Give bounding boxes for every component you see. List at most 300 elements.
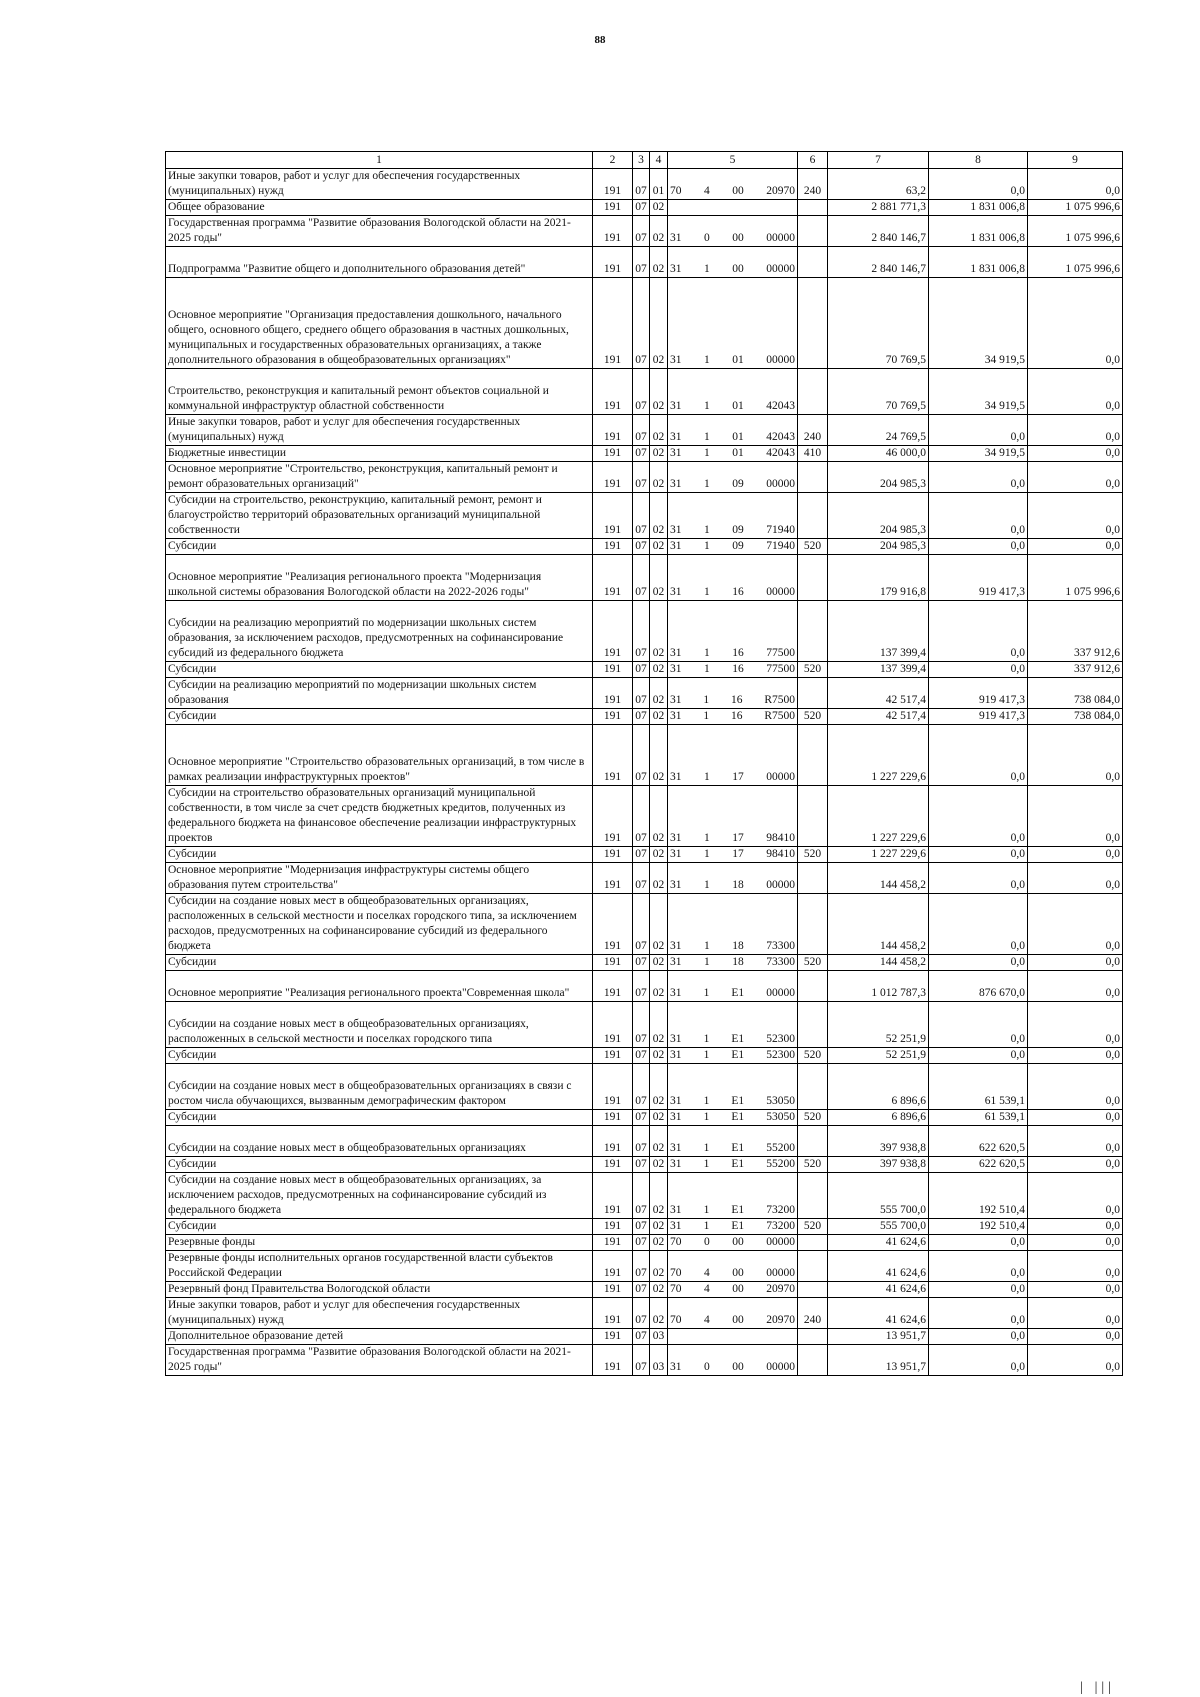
table-row [166, 446, 1123, 462]
amount-col9-cell: 0,0 [1028, 725, 1123, 786]
target-article-part: 70 [670, 1267, 682, 1279]
page-number: 88 [594, 34, 606, 46]
section-code-cell: 07 [633, 971, 650, 1002]
ministry-code-cell: 191 [593, 369, 633, 415]
subsection-code-cell: 02 [650, 216, 668, 247]
subsection-code-cell: 02 [650, 415, 668, 446]
expense-name-cell: Субсидии [166, 1048, 593, 1064]
target-article-part: 31 [670, 354, 682, 366]
amount-col7-cell: 63,2 [828, 169, 929, 200]
table-row [166, 1298, 1123, 1329]
expense-name-cell: Основное мероприятие "Строительство образовательных организаций, в том числе в рамках реализации инфраструктурных проектов" [166, 725, 593, 786]
ministry-code-cell: 191 [593, 169, 633, 200]
subsection-code-cell: 02 [650, 1173, 668, 1219]
target-article-part: 1 [703, 1033, 710, 1045]
target-article-cell [668, 863, 798, 894]
expense-name-cell: Субсидии [166, 847, 593, 863]
ministry-code-cell: 191 [593, 493, 633, 539]
target-article-part: 00 [732, 1236, 744, 1248]
section-code-cell: 07 [633, 1173, 650, 1219]
target-article-part: 00 [732, 1314, 744, 1326]
target-article-part: 4 [704, 1314, 710, 1326]
expense-type-cell [798, 462, 828, 493]
target-article-part: 00000 [766, 232, 795, 244]
section-code-cell: 07 [633, 1048, 650, 1064]
target-article-cell [668, 278, 798, 369]
ministry-code-cell: 191 [593, 971, 633, 1002]
target-article-part: 1 [703, 1095, 710, 1107]
section-code-cell: 07 [633, 725, 650, 786]
target-article-cell [668, 1298, 798, 1329]
amount-col8-cell: 61 539,1 [929, 1064, 1028, 1110]
ministry-code-cell: 191 [593, 847, 633, 863]
expense-type-cell [798, 1329, 828, 1345]
ministry-code-cell: 191 [593, 863, 633, 894]
subsection-code-cell: 02 [650, 1110, 668, 1126]
amount-col7-cell: 2 881 771,3 [828, 200, 929, 216]
ministry-code-cell: 191 [593, 247, 633, 278]
amount-col9-cell: 0,0 [1028, 369, 1123, 415]
expense-type-cell: 240 [798, 169, 828, 200]
target-article-part: 31 [670, 1220, 682, 1232]
amount-col9-cell: 0,0 [1028, 1173, 1123, 1219]
target-article-part: 31 [670, 478, 682, 490]
expense-type-cell [798, 1282, 828, 1298]
amount-col9-cell: 337 912,6 [1028, 601, 1123, 662]
table-row [166, 955, 1123, 971]
section-code-cell: 07 [633, 1235, 650, 1251]
section-code-cell: 07 [633, 1126, 650, 1157]
expense-name-cell: Субсидии [166, 1157, 593, 1173]
section-code-cell: 07 [633, 369, 650, 415]
section-code-cell: 07 [633, 894, 650, 955]
amount-col8-cell: 0,0 [929, 1235, 1028, 1251]
target-article-part: 70 [670, 1314, 682, 1326]
target-article-part: 77500 [766, 663, 795, 675]
target-article-cell [668, 725, 798, 786]
expense-type-cell: 240 [798, 1298, 828, 1329]
amount-col9-cell: 0,0 [1028, 1329, 1123, 1345]
ministry-code-cell: 191 [593, 278, 633, 369]
expense-type-cell [798, 678, 828, 709]
target-article-part: 17 [732, 848, 744, 860]
amount-col9-cell: 1 075 996,6 [1028, 247, 1123, 278]
amount-col9-cell: 0,0 [1028, 971, 1123, 1002]
target-article-part: 1 [704, 940, 710, 952]
target-article-part: 31 [670, 647, 682, 659]
amount-col8-cell: 0,0 [929, 1251, 1028, 1282]
target-article-part: E1 [731, 1049, 745, 1061]
amount-col8-cell: 622 620,5 [929, 1157, 1028, 1173]
expense-type-cell [798, 1235, 828, 1251]
table-row [166, 247, 1123, 278]
target-article-part: 00 [732, 263, 744, 275]
expense-name-cell: Субсидии на строительство образовательных организаций муниципальной собственности, в том числе за счет средств бюджетных кредитов, полученных из федерального бюджета на финансовое обеспечение реализации инфраструктурных проектов [166, 786, 593, 847]
target-article-part: 55200 [766, 1158, 795, 1170]
target-article-cell [668, 1110, 798, 1126]
section-code-cell: 07 [633, 709, 650, 725]
amount-col7-cell: 144 458,2 [828, 894, 929, 955]
target-article-part: 31 [670, 586, 682, 598]
target-article-part: 0 [704, 232, 710, 244]
table-row [166, 1251, 1123, 1282]
target-article-part: 1 [703, 1158, 710, 1170]
target-article-cell [668, 555, 798, 601]
subsection-code-cell: 02 [650, 1064, 668, 1110]
target-article-part: 31 [670, 1158, 682, 1170]
section-code-cell: 07 [633, 462, 650, 493]
target-article-part: 31 [670, 848, 682, 860]
target-article-part: 31 [670, 1361, 682, 1373]
table-row [166, 863, 1123, 894]
target-article-part: 16 [732, 663, 744, 675]
target-article-part: 4 [704, 1283, 710, 1295]
section-code-cell: 07 [633, 678, 650, 709]
expense-name-cell: Субсидии на создание новых мест в общеобразовательных организациях, за исключением расходов, предусмотренных на софинансирование субсидий из федерального бюджета [166, 1173, 593, 1219]
amount-col9-cell: 0,0 [1028, 955, 1123, 971]
target-article-part: 1 [704, 431, 710, 443]
amount-col9-cell: 0,0 [1028, 863, 1123, 894]
amount-col9-cell: 0,0 [1028, 1298, 1123, 1329]
target-article-part: 55200 [766, 1142, 795, 1154]
ministry-code-cell: 191 [593, 1110, 633, 1126]
expense-type-cell [798, 1064, 828, 1110]
section-code-cell: 07 [633, 415, 650, 446]
ministry-code-cell: 191 [593, 725, 633, 786]
amount-col9-cell: 738 084,0 [1028, 709, 1123, 725]
target-article-cell [668, 971, 798, 1002]
table-row [166, 555, 1123, 601]
target-article-cell [668, 1219, 798, 1235]
target-article-part: 70 [670, 1236, 682, 1248]
target-article-part: 1 [703, 1111, 710, 1123]
section-code-cell: 07 [633, 863, 650, 894]
ministry-code-cell: 191 [593, 894, 633, 955]
target-article-part: 16 [730, 710, 743, 722]
subsection-code-cell: 03 [650, 1329, 668, 1345]
ministry-code-cell: 191 [593, 1173, 633, 1219]
target-article-part: 1 [703, 710, 710, 722]
section-code-cell: 07 [633, 1110, 650, 1126]
expense-name-cell: Основное мероприятие "Модернизация инфраструктуры системы общего образования путем строительства" [166, 863, 593, 894]
column-header: 5 [668, 152, 798, 169]
ministry-code-cell: 191 [593, 1064, 633, 1110]
section-code-cell: 07 [633, 1219, 650, 1235]
amount-col7-cell: 1 227 229,6 [828, 786, 929, 847]
table-row [166, 200, 1123, 216]
table-row [166, 894, 1123, 955]
expense-type-cell: 520 [798, 1219, 828, 1235]
expense-type-cell [798, 200, 828, 216]
expense-type-cell [798, 278, 828, 369]
expense-type-cell: 410 [798, 446, 828, 462]
expense-type-cell [798, 863, 828, 894]
target-article-part: 18 [732, 940, 744, 952]
subsection-code-cell: 02 [650, 971, 668, 1002]
target-article-part: 1 [704, 263, 710, 275]
ministry-code-cell: 191 [593, 1251, 633, 1282]
table-row [166, 725, 1123, 786]
target-article-cell [668, 446, 798, 462]
target-article-part: 73300 [766, 940, 795, 952]
amount-col7-cell: 6 896,6 [828, 1064, 929, 1110]
ministry-code-cell: 191 [593, 1329, 633, 1345]
amount-col9-cell: 0,0 [1028, 539, 1123, 555]
section-code-cell: 07 [633, 1157, 650, 1173]
target-article-part: 1 [704, 832, 710, 844]
expense-type-cell [798, 894, 828, 955]
table-row [166, 415, 1123, 446]
table-row [166, 601, 1123, 662]
subsection-code-cell: 01 [650, 169, 668, 200]
expense-type-cell [798, 493, 828, 539]
target-article-part: E1 [731, 987, 745, 999]
section-code-cell: 07 [633, 200, 650, 216]
ministry-code-cell: 191 [593, 539, 633, 555]
target-article-part: 31 [670, 524, 682, 536]
target-article-part: 73200 [766, 1220, 795, 1232]
amount-col7-cell: 179 916,8 [828, 555, 929, 601]
amount-col8-cell: 0,0 [929, 169, 1028, 200]
expense-name-cell: Субсидии на реализацию мероприятий по модернизации школьных систем образования [166, 678, 593, 709]
column-header: 1 [166, 152, 593, 169]
amount-col7-cell: 70 769,5 [828, 278, 929, 369]
amount-col7-cell: 1 012 787,3 [828, 971, 929, 1002]
target-article-part: 1 [704, 879, 710, 891]
ministry-code-cell: 191 [593, 1298, 633, 1329]
amount-col8-cell: 0,0 [929, 1298, 1028, 1329]
table-row [166, 1126, 1123, 1157]
target-article-part: 31 [670, 987, 682, 999]
amount-col9-cell: 0,0 [1028, 1345, 1123, 1376]
ministry-code-cell: 191 [593, 662, 633, 678]
subsection-code-cell: 02 [650, 1219, 668, 1235]
amount-col8-cell: 0,0 [929, 1282, 1028, 1298]
target-article-part: E1 [731, 1220, 745, 1232]
section-code-cell: 07 [633, 786, 650, 847]
subsection-code-cell: 02 [650, 1157, 668, 1173]
table-row [166, 1157, 1123, 1173]
target-article-part: 1 [703, 1204, 710, 1216]
amount-col7-cell: 204 985,3 [828, 539, 929, 555]
target-article-part: 77500 [766, 647, 795, 659]
target-article-part: 00000 [766, 478, 795, 490]
expense-name-cell: Иные закупки товаров, работ и услуг для обеспечения государственных (муниципальных) нужд [166, 1298, 593, 1329]
expense-name-cell: Субсидии [166, 1219, 593, 1235]
expense-type-cell [798, 971, 828, 1002]
expense-name-cell: Иные закупки товаров, работ и услуг для обеспечения государственных (муниципальных) нужд [166, 169, 593, 200]
target-article-part: 1 [703, 1142, 710, 1154]
subsection-code-cell: 02 [650, 1235, 668, 1251]
amount-col7-cell: 13 951,7 [828, 1329, 929, 1345]
target-article-cell [668, 1251, 798, 1282]
section-code-cell: 07 [633, 1282, 650, 1298]
target-article-cell [668, 247, 798, 278]
amount-col7-cell: 41 624,6 [828, 1282, 929, 1298]
amount-col7-cell: 52 251,9 [828, 1048, 929, 1064]
ministry-code-cell: 191 [593, 601, 633, 662]
target-article-cell [668, 1157, 798, 1173]
target-article-part: 52300 [766, 1049, 795, 1061]
amount-col8-cell: 919 417,3 [929, 555, 1028, 601]
target-article-part: 00 [732, 1283, 744, 1295]
expense-name-cell: Основное мероприятие "Организация предоставления дошкольного, начального общего, основного общего, среднего общего образования в частных дошкольных, муниципальных и государственных образовательных организациях, а также дополнительного образования в общеобразовательных организациях" [166, 278, 593, 369]
amount-col7-cell: 144 458,2 [828, 955, 929, 971]
target-article-part: 31 [670, 263, 682, 275]
target-article-cell [668, 1126, 798, 1157]
amount-col9-cell: 0,0 [1028, 493, 1123, 539]
target-article-part: E1 [731, 1033, 745, 1045]
expense-name-cell: Иные закупки товаров, работ и услуг для обеспечения государственных (муниципальных) нужд [166, 415, 593, 446]
table-row [166, 847, 1123, 863]
target-article-part: 53050 [766, 1111, 795, 1123]
amount-col7-cell: 41 624,6 [828, 1235, 929, 1251]
subsection-code-cell: 02 [650, 278, 668, 369]
target-article-cell [668, 709, 798, 725]
subsection-code-cell: 02 [650, 725, 668, 786]
target-article-part: 00000 [766, 263, 795, 275]
expense-type-cell [798, 247, 828, 278]
target-article-cell [668, 1235, 798, 1251]
ministry-code-cell: 191 [593, 1048, 633, 1064]
amount-col8-cell: 192 510,4 [929, 1173, 1028, 1219]
subsection-code-cell: 02 [650, 1298, 668, 1329]
amount-col9-cell: 0,0 [1028, 1110, 1123, 1126]
amount-col9-cell: 1 075 996,6 [1028, 216, 1123, 247]
target-article-cell [668, 1345, 798, 1376]
expense-type-cell [798, 1251, 828, 1282]
amount-col7-cell: 1 227 229,6 [828, 847, 929, 863]
target-article-part: 1 [704, 586, 710, 598]
amount-col9-cell: 0,0 [1028, 415, 1123, 446]
target-article-part: 00000 [766, 1267, 795, 1279]
target-article-part: 0 [704, 1361, 710, 1373]
table-row [166, 1173, 1123, 1219]
expense-type-cell [798, 1126, 828, 1157]
target-article-cell [668, 1064, 798, 1110]
target-article-part: 01 [732, 354, 744, 366]
expense-name-cell: Резервные фонды исполнительных органов государственной власти субъектов Российской Федерации [166, 1251, 593, 1282]
ministry-code-cell: 191 [593, 415, 633, 446]
target-article-part: 31 [670, 1095, 682, 1107]
amount-col9-cell: 0,0 [1028, 446, 1123, 462]
amount-col7-cell: 24 769,5 [828, 415, 929, 446]
table-row [166, 1329, 1123, 1345]
expense-type-cell: 240 [798, 415, 828, 446]
target-article-part: 00 [732, 1361, 744, 1373]
target-article-cell [668, 169, 798, 200]
target-article-part: 1 [704, 663, 710, 675]
target-article-part: 98410 [766, 848, 795, 860]
amount-col9-cell: 0,0 [1028, 1235, 1123, 1251]
subsection-code-cell: 02 [650, 894, 668, 955]
target-article-part: 09 [732, 524, 744, 536]
amount-col8-cell: 34 919,5 [929, 278, 1028, 369]
target-article-part: 00 [732, 1267, 744, 1279]
target-article-part: 01 [732, 447, 744, 459]
amount-col7-cell: 137 399,4 [828, 662, 929, 678]
amount-col7-cell: 555 700,0 [828, 1173, 929, 1219]
expense-name-cell: Строительство, реконструкция и капитальный ремонт объектов социальной и коммунальной инфраструктур областной собственности [166, 369, 593, 415]
target-article-part: 53050 [766, 1095, 795, 1107]
target-article-part: 00000 [766, 1361, 795, 1373]
expense-name-cell: Государственная программа "Развитие образования Вологодской области на 2021-2025 годы" [166, 216, 593, 247]
subsection-code-cell: 02 [650, 662, 668, 678]
column-header: 3 [633, 152, 650, 169]
target-article-part: 20970 [766, 1283, 795, 1295]
target-article-part: 98410 [766, 832, 795, 844]
amount-col8-cell: 0,0 [929, 539, 1028, 555]
expense-name-cell: Основное мероприятие "Реализация регионального проекта "Модернизация школьной системы образования Вологодской области на 2022-2026 годы" [166, 555, 593, 601]
expense-name-cell: Субсидии на реализацию мероприятий по модернизации школьных систем образования, за исключением расходов, предусмотренных на софинансирование субсидий из федерального бюджета [166, 601, 593, 662]
target-article-part: 17 [732, 771, 744, 783]
target-article-part: 71940 [766, 540, 795, 552]
column-header: 2 [593, 152, 633, 169]
expense-name-cell: Субсидии [166, 709, 593, 725]
table-row [166, 709, 1123, 725]
table-row [166, 1282, 1123, 1298]
subsection-code-cell: 02 [650, 1126, 668, 1157]
expense-type-cell [798, 555, 828, 601]
subsection-code-cell: 02 [650, 369, 668, 415]
amount-col8-cell: 61 539,1 [929, 1110, 1028, 1126]
amount-col9-cell: 0,0 [1028, 169, 1123, 200]
subsection-code-cell: 02 [650, 786, 668, 847]
target-article-cell [668, 894, 798, 955]
amount-col9-cell: 738 084,0 [1028, 678, 1123, 709]
target-article-part: 1 [704, 540, 710, 552]
subsection-code-cell: 03 [650, 1345, 668, 1376]
section-code-cell: 07 [633, 1064, 650, 1110]
target-article-part: E1 [731, 1204, 745, 1216]
expense-type-cell: 520 [798, 955, 828, 971]
header-row [166, 152, 1123, 169]
section-code-cell: 07 [633, 278, 650, 369]
expense-name-cell: Бюджетные инвестиции [166, 446, 593, 462]
target-article-part: 52300 [766, 1033, 795, 1045]
target-article-cell [668, 200, 798, 216]
amount-col8-cell: 1 831 006,8 [929, 216, 1028, 247]
amount-col7-cell: 41 624,6 [828, 1251, 929, 1282]
target-article-part: 71940 [766, 524, 795, 536]
subsection-code-cell: 02 [650, 462, 668, 493]
target-article-part: E1 [731, 1111, 745, 1123]
expense-name-cell: Субсидии [166, 1110, 593, 1126]
amount-col8-cell: 919 417,3 [929, 678, 1028, 709]
section-code-cell: 07 [633, 1329, 650, 1345]
target-article-part: 1 [704, 956, 710, 968]
amount-col8-cell: 0,0 [929, 894, 1028, 955]
target-article-part: 31 [670, 1049, 682, 1061]
expense-name-cell: Субсидии [166, 539, 593, 555]
amount-col9-cell: 0,0 [1028, 1251, 1123, 1282]
target-article-part: 31 [670, 1033, 682, 1045]
amount-col9-cell: 0,0 [1028, 894, 1123, 955]
expense-type-cell: 520 [798, 539, 828, 555]
budget-table [165, 151, 1123, 1376]
subsection-code-cell: 02 [650, 955, 668, 971]
target-article-part: 1 [704, 771, 710, 783]
target-article-part: 31 [670, 940, 682, 952]
ministry-code-cell: 191 [593, 955, 633, 971]
amount-col9-cell: 0,0 [1028, 1219, 1123, 1235]
target-article-part: 70 [670, 1283, 682, 1295]
ministry-code-cell: 191 [593, 462, 633, 493]
expense-name-cell: Субсидии на строительство, реконструкцию, капитальный ремонт, ремонт и благоустройство территорий образовательных организаций муниципальной собственности [166, 493, 593, 539]
ministry-code-cell: 191 [593, 1235, 633, 1251]
table-row [166, 1235, 1123, 1251]
expense-name-cell: Резервный фонд Правительства Вологодской области [166, 1282, 593, 1298]
